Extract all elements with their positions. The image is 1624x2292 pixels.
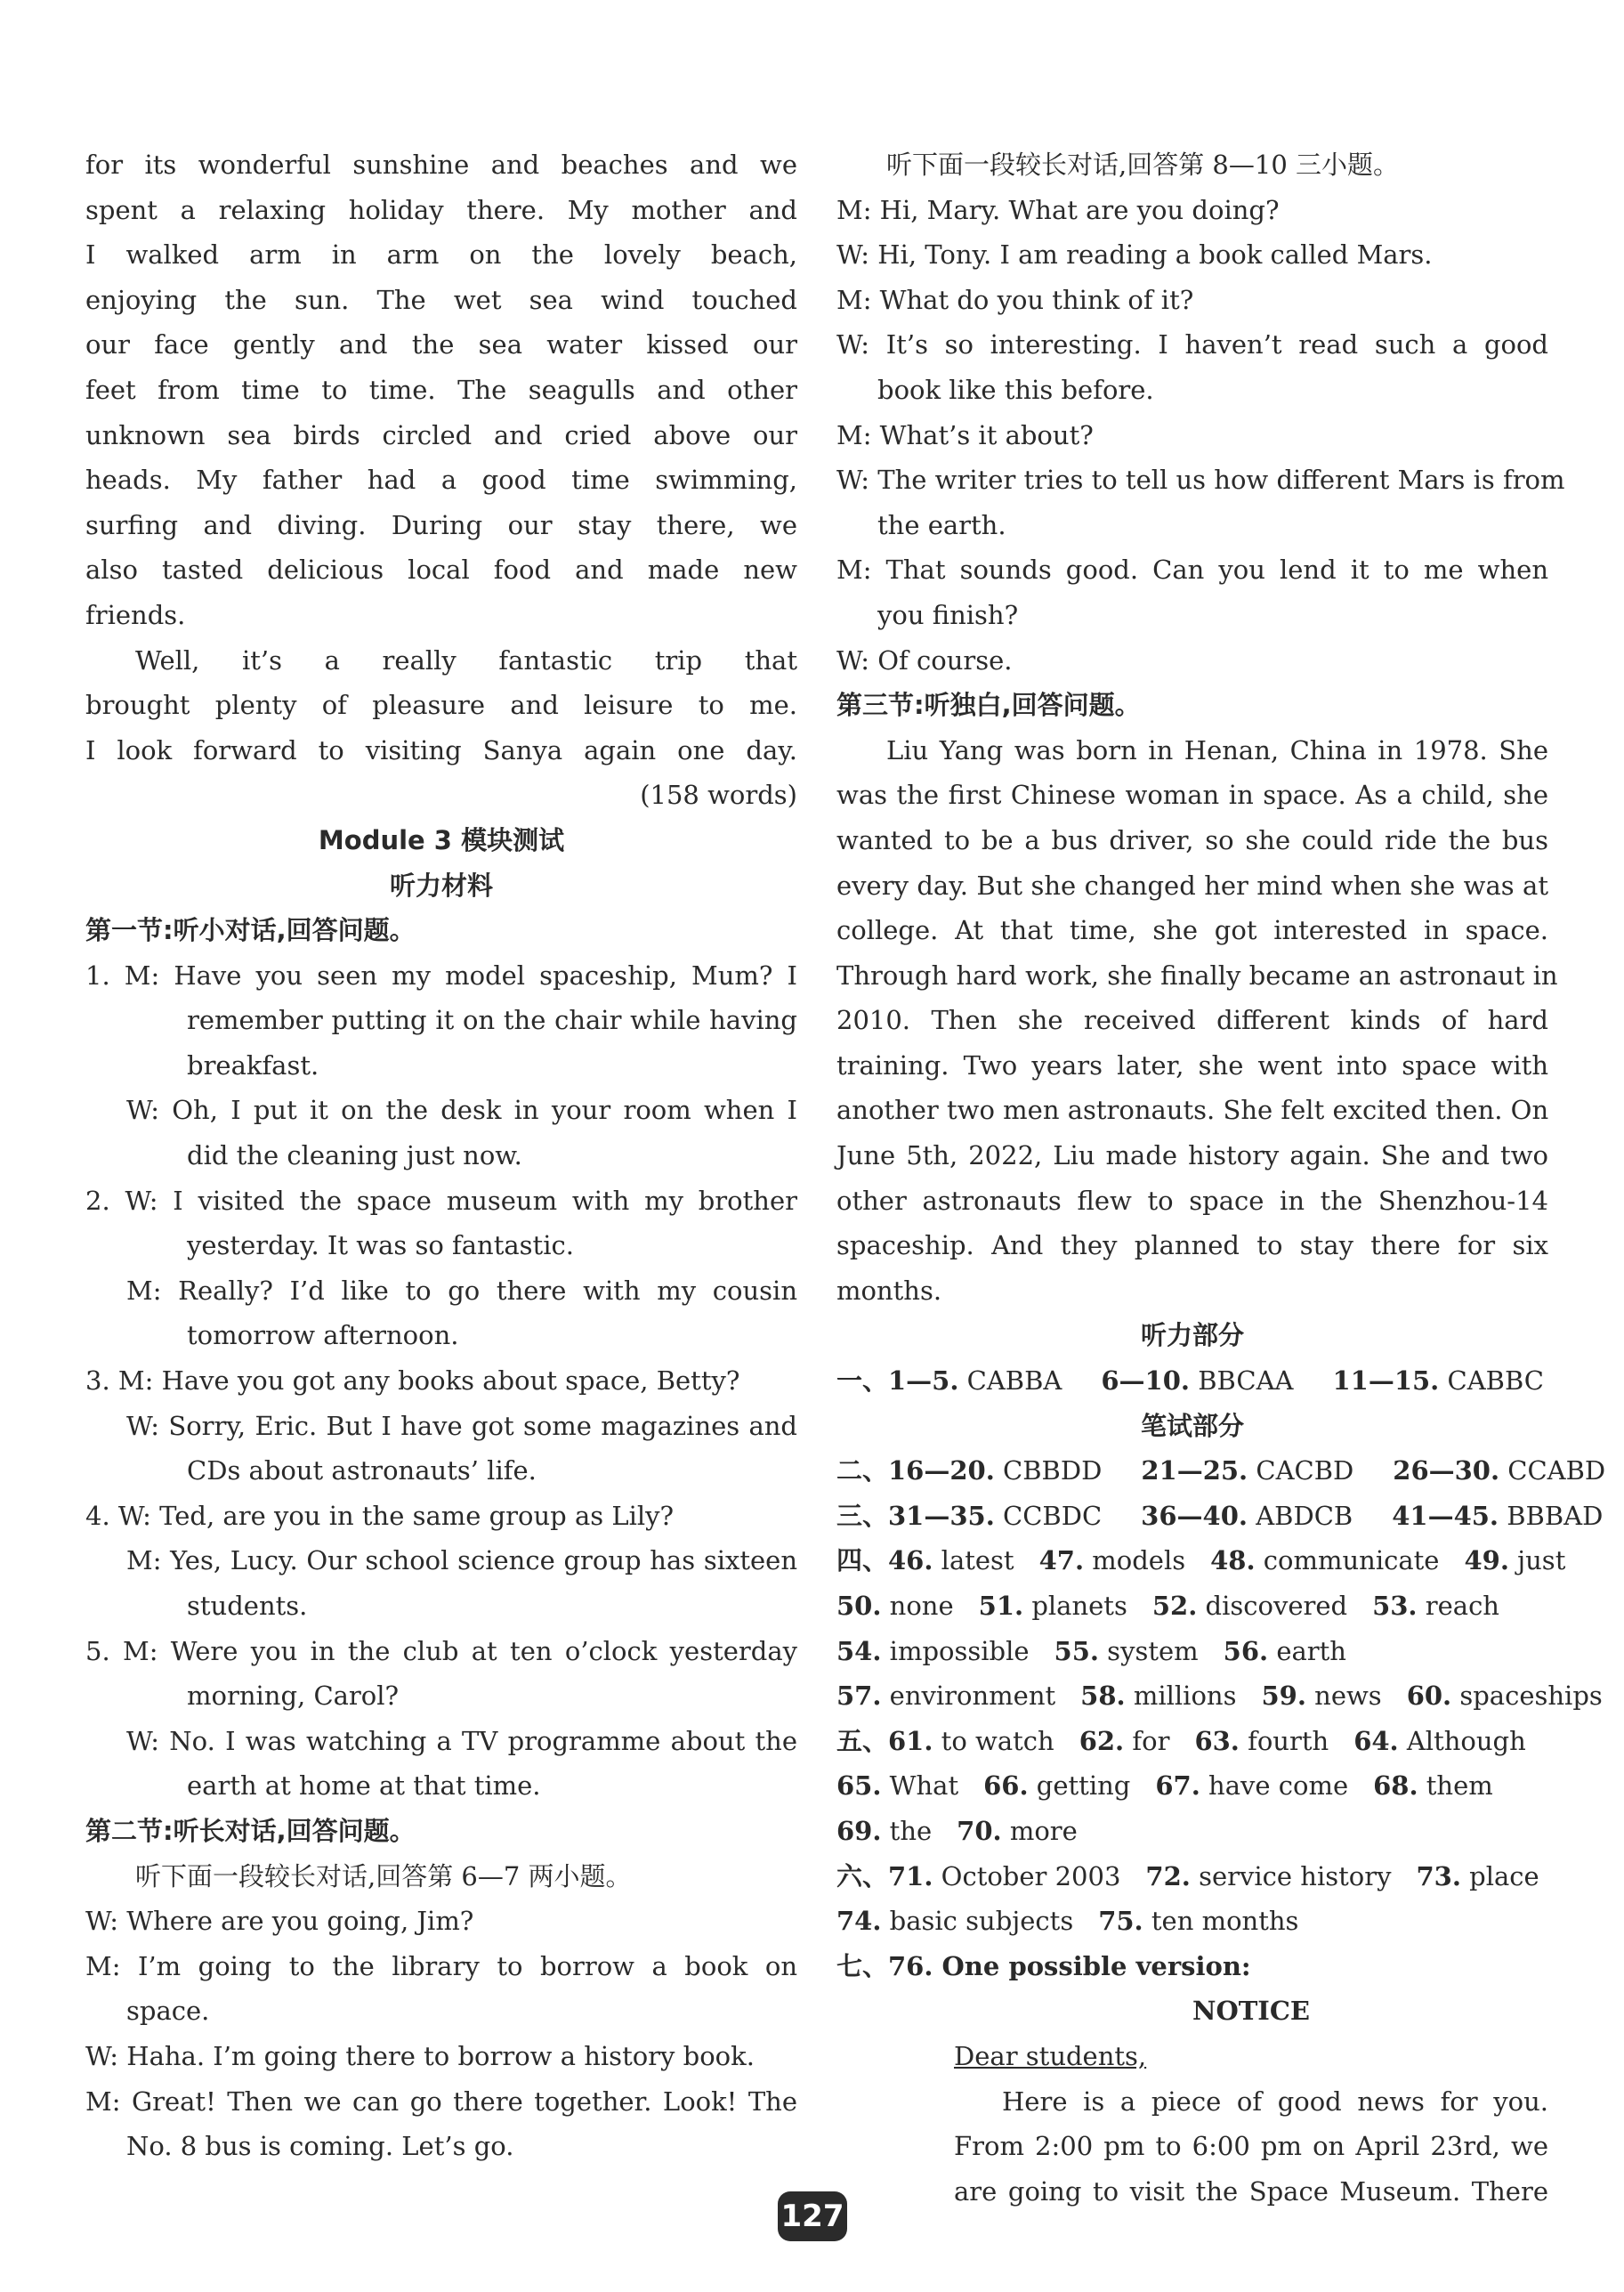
notice-line: From 2:00 pm to 6:00 pm on April 23rd, we: [954, 2131, 1548, 2162]
answer-value: service history: [1190, 1860, 1392, 1891]
notice-salutation: Dear students,: [954, 2040, 1147, 2071]
text-line: unknown sea birds circled and cried above our: [85, 419, 797, 450]
dialogue-line: W: Sorry, Eric. But I have got some magazines and: [126, 1410, 797, 1441]
notice-title: NOTICE: [1192, 1996, 1311, 2027]
dialogue-line: M: Yes, Lucy. Our school science group has sixteen: [126, 1545, 797, 1576]
answer-number: 50.: [836, 1591, 882, 1621]
text-line: surfing and diving. During our stay there, we: [85, 509, 797, 540]
section-heading: 第一节:听小对话,回答问题。: [85, 915, 416, 946]
text-line: every day. But she changed her mind when she was at: [836, 870, 1548, 901]
answer-number: 11—15.: [1332, 1365, 1440, 1397]
answer-value: communicate: [1255, 1545, 1440, 1576]
answer-number: 55.: [1054, 1635, 1099, 1666]
dialogue-line: remember putting it on the chair while having: [187, 1005, 797, 1036]
section-heading: 第二节:听长对话,回答问题。: [85, 1815, 416, 1846]
text-line: heads. My father had a good time swimming,: [85, 465, 797, 496]
answer-number: 四、46.: [836, 1545, 933, 1576]
answer-number: 70.: [957, 1815, 1002, 1846]
left-column: [85, 142, 797, 2169]
dialogue-line: did the cleaning just now.: [187, 1140, 522, 1171]
answer-number: 51.: [978, 1591, 1024, 1621]
text-line: also tasted delicious local food and made new: [85, 555, 797, 586]
answer-row: [836, 1358, 1548, 1404]
answer-row: [836, 1854, 1548, 1899]
answer-number: 一、1—5.: [836, 1365, 959, 1397]
answer-value: CABBA: [958, 1365, 1062, 1397]
dialogue-line: you finish?: [877, 599, 1019, 630]
listening-material-heading: 听力材料: [389, 870, 493, 901]
answer-number: 47.: [1038, 1545, 1085, 1576]
answer-number: 69.: [836, 1815, 882, 1846]
text-line: Through hard work, she finally became an astronaut in: [836, 960, 1558, 991]
answer-value: ABDCB: [1247, 1500, 1353, 1531]
answer-number: 75.: [1098, 1906, 1143, 1937]
written-answers-heading: 笔试部分: [1140, 1410, 1244, 1441]
text-line: I walked arm in arm on the lovely beach,: [85, 239, 797, 271]
answer-row: [836, 1583, 1548, 1629]
answer-value: October 2003: [933, 1860, 1121, 1891]
text-line: June 5th, 2022, Liu made history again. She and two: [836, 1140, 1548, 1171]
answer-value: getting: [1028, 1770, 1131, 1802]
text-line: spent a relaxing holiday there. My mother and: [85, 194, 797, 225]
answer-number: 67.: [1155, 1770, 1200, 1802]
answer-number: 54.: [836, 1635, 882, 1666]
answer-number: 66.: [983, 1770, 1029, 1802]
answer-number: 36—40.: [1141, 1500, 1248, 1531]
answer-number: 52.: [1151, 1591, 1198, 1621]
text-line: was the first Chinese woman in space. As a child, she: [836, 780, 1548, 811]
text-line: months.: [836, 1275, 942, 1306]
dialogue-line: space.: [126, 1996, 210, 2027]
answer-number: 六、71.: [836, 1860, 933, 1891]
answer-value: Although: [1398, 1725, 1526, 1756]
dialogue-line: M: Really? I’d like to go there with my cousin: [126, 1275, 797, 1306]
answer-number: 57.: [836, 1681, 882, 1712]
answer-row: [836, 1899, 1548, 1944]
text-line: spaceship. And they planned to stay there for six: [836, 1230, 1548, 1261]
answer-number: 二、16—20.: [836, 1455, 995, 1486]
answer-row: [836, 1448, 1606, 1494]
answer-value: news: [1305, 1681, 1382, 1712]
answer-number: 21—25.: [1141, 1455, 1248, 1486]
dialogue-line: W: Where are you going, Jim?: [85, 1906, 474, 1937]
text-line: training. Two years later, she went into space with: [836, 1049, 1548, 1081]
notice-line: [836, 2034, 1548, 2079]
text-line: Well, it’s a really fantastic trip that: [135, 644, 797, 676]
text-line: I look forward to visiting Sanya again one day.: [85, 734, 797, 765]
answer-value: models: [1084, 1545, 1186, 1576]
instruction-line: 听下面一段较长对话,回答第 8—10 三小题。: [886, 150, 1400, 180]
right-column: [836, 142, 1606, 2214]
dialogue-line: W: It’s so interesting. I haven’t read such a good: [836, 329, 1548, 360]
answer-number: 72.: [1145, 1860, 1191, 1891]
text-line: feet from time to time. The seagulls and other: [85, 374, 797, 405]
answer-value: have come: [1200, 1770, 1349, 1802]
answer-number: 65.: [836, 1770, 882, 1802]
answer-row: [836, 1494, 1604, 1539]
answer-number: 63.: [1194, 1725, 1240, 1756]
dialogue-line: CDs about astronauts’ life.: [187, 1455, 537, 1486]
answer-number: 6—10.: [1101, 1365, 1191, 1397]
dialogue-line: 2. W: I visited the space museum with my brother: [85, 1185, 797, 1216]
answer-number: 58.: [1080, 1681, 1126, 1712]
dialogue-line: 1. M: Have you seen my model spaceship, Mum? I: [85, 960, 797, 991]
dialogue-line: W: No. I was watching a TV programme about the: [126, 1725, 797, 1756]
answer-value: system: [1098, 1635, 1199, 1666]
answer-value: CACBD: [1248, 1455, 1354, 1486]
text-line: brought plenty of pleasure and leisure to me.: [85, 690, 797, 721]
answer-number: 五、61.: [836, 1725, 933, 1756]
dialogue-line: morning, Carol?: [187, 1681, 400, 1712]
dialogue-line: W: Hi, Tony. I am reading a book called Mars.: [836, 239, 1433, 271]
text-line: other astronauts flew to space in the Shenzhou-14: [836, 1185, 1548, 1216]
answer-number: 62.: [1079, 1725, 1125, 1756]
dialogue-line: tomorrow afternoon.: [187, 1320, 459, 1351]
answer-number: 59.: [1261, 1681, 1306, 1712]
dialogue-line: W: Oh, I put it on the desk in your room when I: [126, 1095, 797, 1126]
answer-number: 64.: [1353, 1725, 1399, 1756]
writing-heading: 七、76. One possible version:: [836, 1950, 1251, 1981]
text-line: Liu Yang was born in Henan, China in 1978. She: [886, 734, 1548, 765]
answer-value: latest: [933, 1545, 1014, 1576]
answer-value: CCBDC: [994, 1500, 1103, 1531]
dialogue-line: 4. W: Ted, are you in the same group as Lily?: [85, 1500, 675, 1531]
dialogue-line: the earth.: [877, 509, 1006, 540]
answer-value: more: [1001, 1815, 1078, 1846]
instruction-line: 听下面一段较长对话,回答第 6—7 两小题。: [135, 1860, 632, 1891]
answer-value: the: [881, 1815, 933, 1846]
answer-value: reach: [1417, 1591, 1499, 1621]
dialogue-line: W: Of course.: [836, 644, 1013, 676]
dialogue-line: 3. M: Have you got any books about space, Betty?: [85, 1365, 740, 1397]
answer-value: none: [881, 1591, 954, 1621]
notice-line: Here is a piece of good news for you.: [1002, 2085, 1548, 2117]
text-line: friends.: [85, 599, 186, 630]
notice-line: are going to visit the Space Museum. There: [954, 2175, 1548, 2207]
dialogue-line: W: Haha. I’m going there to borrow a history book.: [85, 2040, 755, 2071]
answer-number: 三、31—35.: [836, 1500, 995, 1531]
answer-number: 26—30.: [1393, 1455, 1500, 1486]
answer-number: 56.: [1223, 1635, 1269, 1666]
answer-value: impossible: [881, 1635, 1030, 1666]
answer-number: 53.: [1372, 1591, 1418, 1621]
answer-row: [836, 1809, 1548, 1854]
answer-number: 68.: [1373, 1770, 1418, 1802]
answer-value: ten months: [1143, 1906, 1299, 1937]
answer-row: [836, 1629, 1548, 1674]
answer-value: to watch: [933, 1725, 1054, 1756]
text-line: college. At that time, she got interested in space.: [836, 915, 1548, 946]
dialogue-line: yesterday. It was so fantastic.: [187, 1230, 574, 1261]
answer-value: planets: [1023, 1591, 1127, 1621]
dialogue-line: 5. M: Were you in the club at ten o’clock yesterday: [85, 1635, 797, 1666]
answer-number: 73.: [1416, 1860, 1461, 1891]
listening-answers-heading: 听力部分: [1140, 1320, 1244, 1351]
dialogue-line: students.: [187, 1591, 308, 1621]
answer-value: What: [881, 1770, 959, 1802]
dialogue-line: M: Hi, Mary. What are you doing?: [836, 194, 1280, 225]
dialogue-line: No. 8 bus is coming. Let’s go.: [126, 2131, 514, 2162]
answer-number: 74.: [836, 1906, 882, 1937]
answer-value: place: [1460, 1860, 1539, 1891]
answer-row: [836, 1763, 1548, 1809]
answer-value: environment: [881, 1681, 1056, 1712]
answer-number: 48.: [1210, 1545, 1256, 1576]
answer-value: spaceships: [1451, 1681, 1603, 1712]
dialogue-line: M: Great! Then we can go there together. Look! The: [85, 2085, 797, 2117]
answer-row: [836, 1719, 1548, 1764]
answer-value: discovered: [1197, 1591, 1348, 1621]
dialogue-line: M: What’s it about?: [836, 419, 1094, 450]
text-line: 2010. Then she received different kinds of hard: [836, 1005, 1548, 1036]
answer-value: earth: [1268, 1635, 1346, 1666]
answer-value: CBBDD: [994, 1455, 1103, 1486]
answer-value: BBBAD: [1499, 1500, 1604, 1531]
text-line: another two men astronauts. She felt excited then. On: [836, 1095, 1549, 1126]
dialogue-line: W: The writer tries to tell us how different Mars is from: [836, 465, 1565, 496]
answer-number: 41—45.: [1392, 1500, 1499, 1531]
answer-value: CABBC: [1439, 1365, 1544, 1397]
answer-value: for: [1124, 1725, 1170, 1756]
text-line: our face gently and the sea water kissed our: [85, 329, 797, 360]
answer-row: [836, 1538, 1566, 1583]
text-line: for its wonderful sunshine and beaches and we: [85, 150, 797, 180]
answer-value: them: [1418, 1770, 1493, 1802]
answer-number: 49.: [1464, 1545, 1509, 1576]
dialogue-line: book like this before.: [877, 374, 1154, 405]
answer-value: basic subjects: [881, 1906, 1074, 1937]
page-number: 127: [778, 2191, 847, 2241]
answer-value: just: [1508, 1545, 1566, 1576]
word-count: (158 words): [640, 780, 797, 811]
answer-value: millions: [1125, 1681, 1237, 1712]
dialogue-line: breakfast.: [187, 1049, 319, 1081]
text-line: enjoying the sun. The wet sea wind touched: [85, 284, 797, 315]
dialogue-line: M: That sounds good. Can you lend it to me when: [836, 555, 1548, 586]
dialogue-line: earth at home at that time.: [187, 1770, 541, 1802]
answer-value: fourth: [1239, 1725, 1329, 1756]
module-heading: Module 3 模块测试: [318, 824, 565, 855]
answer-row: [836, 1673, 1603, 1719]
text-line: wanted to be a bus driver, so she could ride the bus: [836, 824, 1548, 855]
answer-value: CCABD: [1499, 1455, 1606, 1486]
section-heading: 第三节:听独白,回答问题。: [836, 690, 1141, 721]
dialogue-line: M: I’m going to the library to borrow a book on: [85, 1950, 797, 1981]
dialogue-line: M: What do you think of it?: [836, 284, 1194, 315]
answer-number: 60.: [1406, 1681, 1452, 1712]
answer-value: BBCAA: [1190, 1365, 1294, 1397]
